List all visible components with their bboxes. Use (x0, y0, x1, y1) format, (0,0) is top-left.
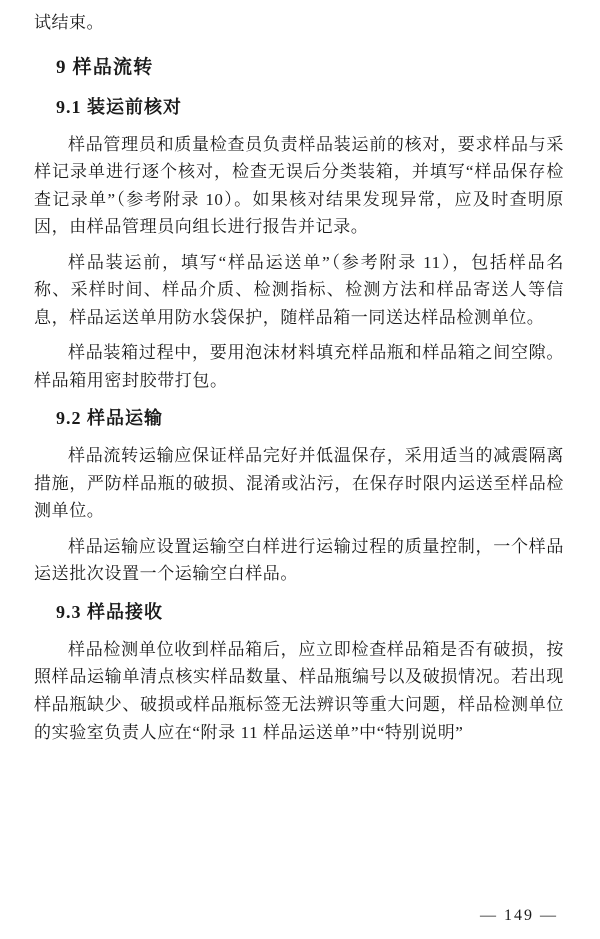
paragraph: 样品装箱过程中，要用泡沫材料填充样品瓶和样品箱之间空隙。样品箱用密封胶带打包。 (34, 343, 564, 390)
paragraph: 样品装运前，填写“样品运送单”（参考附录 11），包括样品名称、采样时间、样品介质、检测指标、检测方法和样品寄送人等信息，样品运送单用防水袋保护，随样品箱一同送达样品检测单位。 (34, 252, 564, 327)
page-number: 149 (504, 907, 534, 924)
subsection-heading-9-3: 9.3 样品接收 (56, 601, 163, 622)
continuation-line: 试结束。 (34, 13, 104, 32)
subsection-heading-9-1: 9.1 装运前核对 (56, 96, 182, 117)
subsection-heading-9-2: 9.2 样品运输 (56, 408, 163, 429)
paragraph: 样品管理员和质量检查员负责样品装运前的核对，要求样品与采样记录单进行逐个核对，检查无误后分类装箱，并填写“样品保存检查记录单”（参考附录 10）。如果核对结果发现异常，应及时查明原因，由样品管理员向组长进行报告并记录。 (34, 134, 564, 237)
footer-dash-right: — (540, 907, 558, 924)
page-footer (474, 907, 564, 925)
subsection-9-2 (34, 404, 564, 588)
subsection-9-1 (34, 93, 564, 395)
paragraph: 样品流转运输应保证样品完好并低温保存，采用适当的减震隔离措施，严防样品瓶的破损、混淆或沾污，在保存时限内运送至样品检测单位。 (34, 446, 564, 521)
subsection-9-3 (34, 598, 564, 746)
footer-dash-left: — (480, 907, 498, 924)
paragraph: 样品检测单位收到样品箱后，应立即检查样品箱是否有破损，按照样品运输单清点核实样品数量、样品瓶编号以及破损情况。若出现样品瓶缺少、破损或样品瓶标签无法辨识等重大问题，样品检测单位的实验室负责人应在“附录 11 样品运送单”中“特别说明” (34, 639, 564, 742)
paragraph: 样品运输应设置运输空白样进行运输过程的质量控制，一个样品运送批次设置一个运输空白样品。 (34, 536, 564, 584)
section-heading-9: 9 样品流转 (56, 56, 154, 78)
